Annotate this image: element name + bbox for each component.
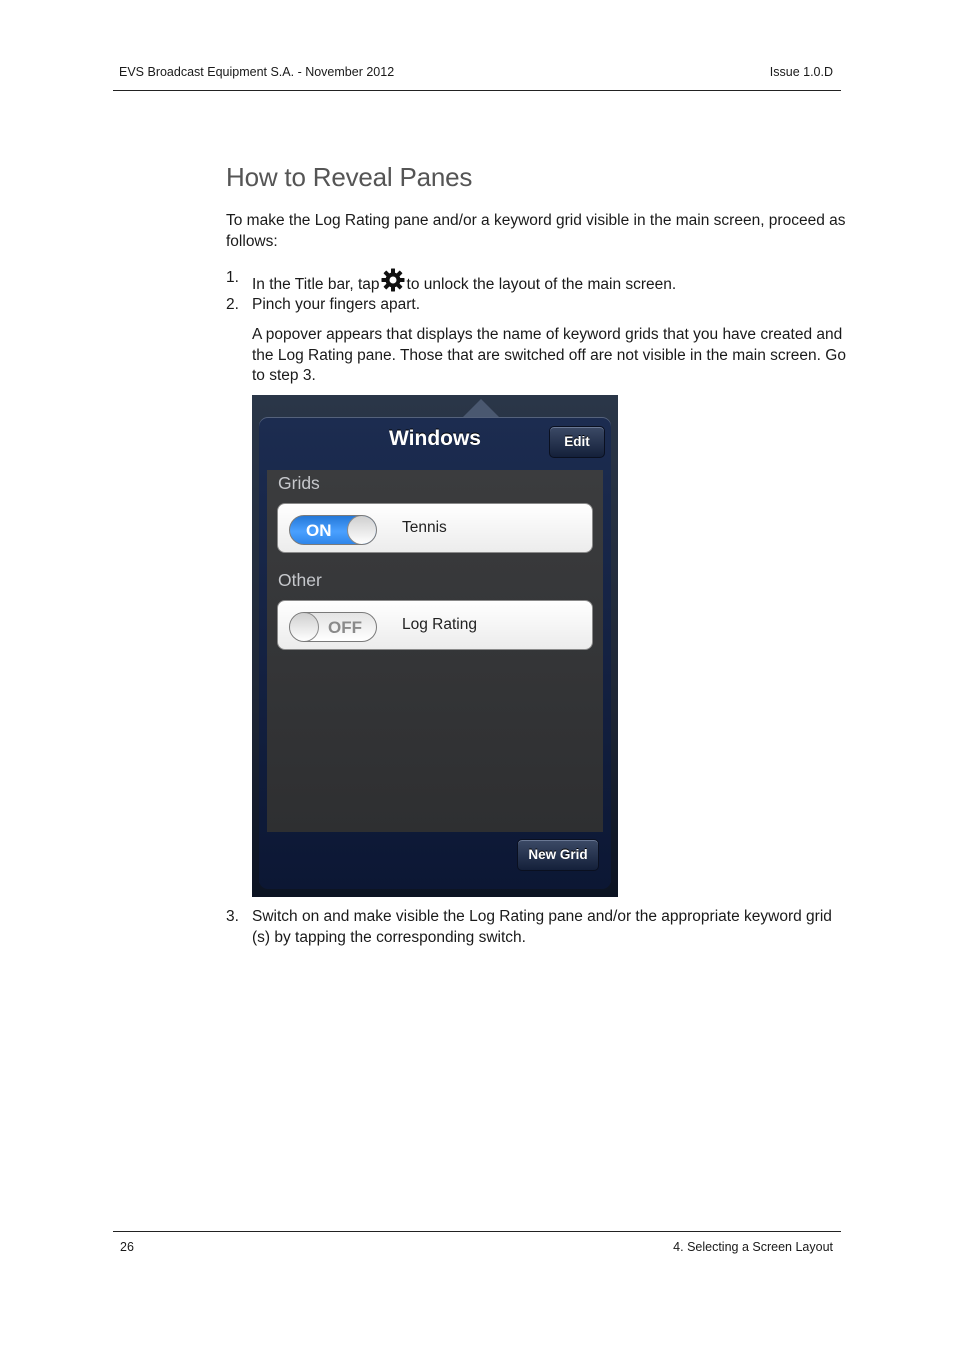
toggle-knob [347,515,377,545]
section-heading-grids: Grids [278,473,320,493]
windows-popover [259,417,611,889]
step-number: 3. [226,908,239,925]
step-number: 2. [226,296,239,313]
step-note: A popover appears that displays the name of keyword grids that you have created and the Log Rating pane. Those that are switched off are not visible in the main screen. Go to step 3. [252,326,846,384]
step-text [252,268,846,299]
header-rule [113,90,841,91]
step-text-after: to unlock the layout of the main screen. [406,276,677,293]
other-row-log-rating [277,600,593,650]
log-rating-toggle[interactable] [289,612,377,642]
toggle-state: ON [306,521,332,540]
footer-chapter: 4. Selecting a Screen Layout [673,1240,833,1254]
toggle-knob [289,612,319,642]
step-number: 1. [226,269,239,286]
section-title: How to Reveal Panes [226,162,473,192]
popover-screenshot [252,395,618,897]
footer-rule [113,1231,841,1232]
header-right: Issue 1.0.D [769,65,833,79]
step-text-before: In the Title bar, tap [252,276,380,293]
section-heading-other: Other [278,570,322,590]
popover-content [267,470,603,832]
popover-arrow [463,399,499,417]
header-left: EVS Broadcast Equipment S.A. - November 2012 [119,65,395,79]
gear-icon [381,268,405,299]
popover-title: Windows [389,427,481,450]
page-number: 26 [120,1240,134,1254]
step-text: Pinch your fingers apart. [252,296,421,313]
step-text: Switch on and make visible the Log Rating pane and/or the appropriate keyword grid (s) by tapping the corresponding switch. [252,908,832,946]
grid-row-tennis [277,503,593,553]
intro-paragraph: To make the Log Rating pane and/or a keyword grid visible in the main screen, proceed as follows: [226,212,846,250]
tennis-toggle[interactable] [289,515,377,545]
toggle-state: OFF [328,618,362,637]
new-grid-button[interactable]: New Grid [517,839,599,871]
row-label: Log Rating [402,616,477,633]
edit-button[interactable]: Edit [549,426,605,458]
row-label: Tennis [402,519,447,536]
